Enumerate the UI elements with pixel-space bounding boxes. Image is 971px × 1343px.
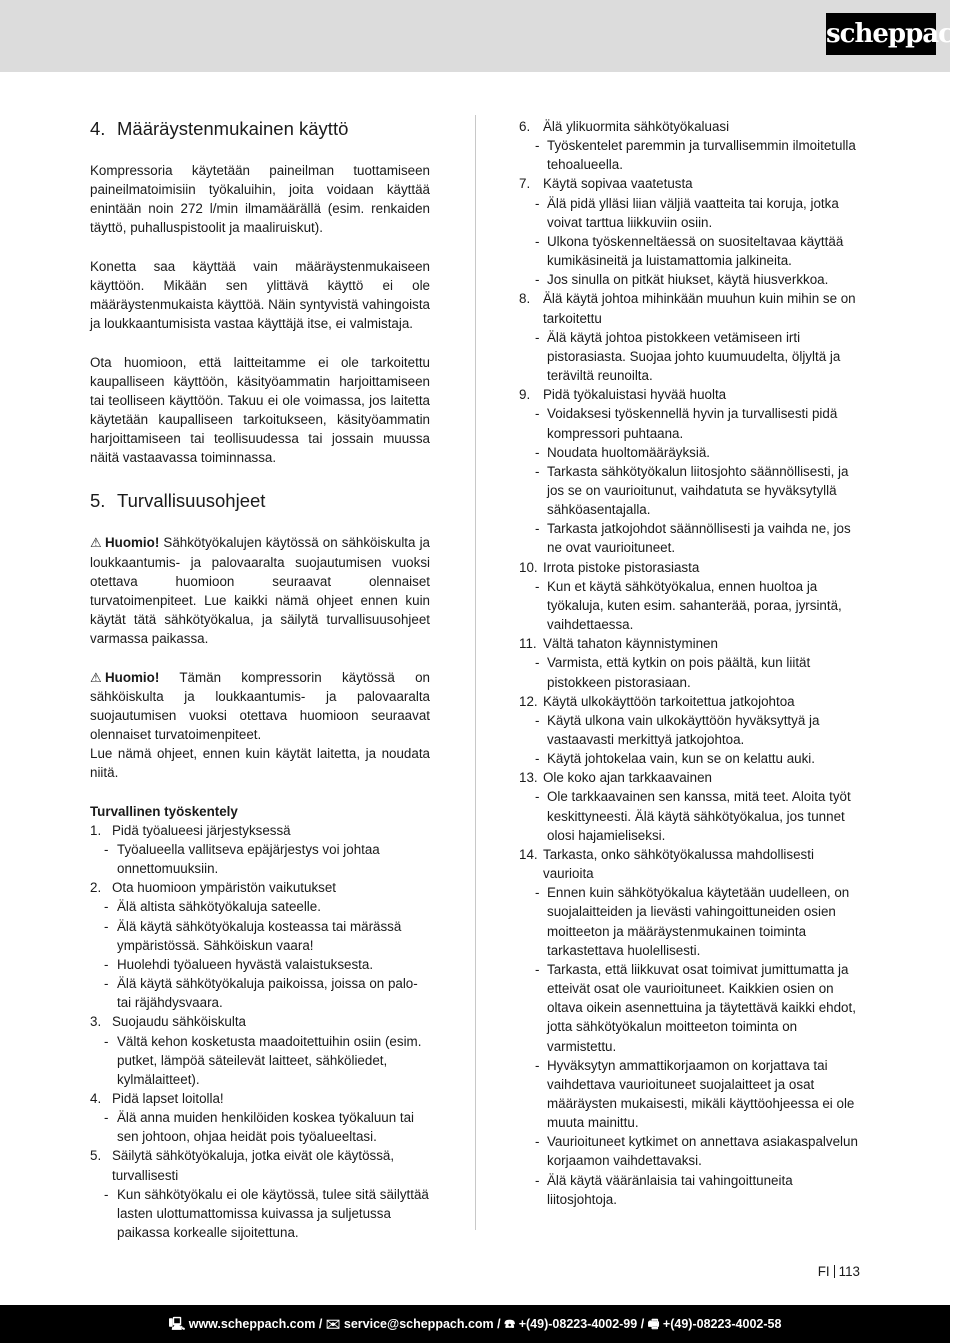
list-subitem: - Tarkasta sähkötyökalun liitosjohto säännöllisesti, ja jos se on vaurioitunut, vaihdatuta se hyväksytyllä sähköasentajalla.	[535, 463, 849, 518]
warning-extra-text: Lue nämä ohjeet, ennen kuin käytät laitetta, ja noudata niitä.	[90, 746, 430, 781]
list-item-title: Pidä työkaluistasi hyvää huolta	[543, 387, 727, 403]
list-subitem: - Huolehdi työalueen hyvästä valaistuksesta.	[104, 956, 374, 972]
list-item-number: 9.	[519, 387, 531, 403]
list-subitem: - Työalueella vallitseva epäjärjestys voi johtaa onnettomuuksiin.	[104, 841, 380, 877]
list-item-number: 14.	[519, 846, 538, 862]
list-item	[519, 692, 863, 711]
list-item-number: 10.	[519, 559, 538, 575]
list-subitem: - Kun sähkötyökalu ei ole käytössä, tulee sitä säilyttää lasten ulottumattomissa kuivassa ja suljetussa paikassa korkealle sijoitettuna.	[104, 1186, 429, 1241]
footer-fax: +(49)-08223-4002-58	[662, 1317, 782, 1331]
list-subitem: - Varmista, että kytkin on pois päältä, kun liität pistokkeen pistorasiaan.	[535, 655, 811, 690]
list-subitem: - Voidaksesi työskennellä hyvin ja turvallisesti pidä kompressori puhtaana.	[535, 406, 838, 441]
list-item-number: 1.	[90, 822, 102, 838]
list-item	[519, 845, 863, 883]
page-header	[0, 0, 971, 72]
list-item-title: Pidä työalueesi järjestyksessä	[112, 822, 291, 838]
right-column	[519, 117, 863, 1209]
list-item-number: 12.	[519, 693, 538, 709]
list-item-number: 5.	[90, 1148, 102, 1164]
list-item-number: 4.	[90, 1090, 102, 1106]
list-item-number: 7.	[519, 176, 531, 192]
list-item	[90, 821, 430, 840]
list-item	[519, 289, 863, 327]
list-item-number: 13.	[519, 770, 538, 786]
list-item-number: 3.	[90, 1014, 102, 1030]
safety-list-right	[519, 117, 863, 1209]
safety-list-left	[90, 821, 430, 1242]
fax-icon: 🖷	[647, 1317, 663, 1331]
subheading: Turvallinen työskentely	[90, 803, 238, 819]
list-item-title: Vältä tahaton käynnistyminen	[543, 636, 718, 652]
list-subitem: - Älä käytä sähkötyökaluja kosteassa tai märässä ympäristössä. Sähköiskun vaara!	[104, 918, 402, 953]
list-subitem: - Noudata huoltomääräyksiä.	[535, 444, 711, 460]
page-footer: 🖳 www.scheppach.com / ✉ service@scheppach.com / ☎ +(49)-08223-4002-99 / 🖷 +(49)-08223-4002-58	[0, 1305, 950, 1343]
list-item-title: Käytä ulkokäyttöön tarkoitettua jatkojohtoa	[543, 693, 795, 709]
list-subitem: - Käytä johtokelaa vain, kun se on kelattu auki.	[535, 751, 815, 767]
footer-web[interactable]: www.scheppach.com	[188, 1317, 316, 1331]
list-subitem: - Kun et käytä sähkötyökalua, ennen huoltoa ja työkaluja, kuten esim. sahanterää, poraa, jyrsintä, vaihdettaessa.	[535, 578, 842, 633]
list-subitem: - Älä käytä vääränlaisia tai vahingoittuneita liitosjohtoja.	[535, 1172, 793, 1207]
list-item-title: Käytä sopivaa vaatetusta	[543, 176, 693, 192]
footer-phone: +(49)-08223-4002-99	[518, 1317, 638, 1331]
list-item-number: 8.	[519, 291, 531, 307]
list-subitem: - Älä anna muiden henkilöiden koskea työkaluun tai sen johtoon, ohjaa heidät pois työalueeltasi.	[104, 1110, 415, 1145]
section-4-paragraph: Konetta saa käyttää vain määräystenmukaiseen käyttöön. Mikään sen ylittävä käyttö ei ole määräystenmukaista käyttöä. Näin syntyvistä vahingoista ja loukkaantumisista vastaa käyttäjä itse, ei valmistaja.	[90, 258, 430, 332]
list-subitem: - Työskentelet paremmin ja turvallisemmin ilmoitetulla tehoalueella.	[535, 138, 856, 173]
monitor-icon: 🖳	[168, 1317, 189, 1331]
list-item-title: Ole koko ajan tarkkaavainen	[543, 770, 712, 786]
list-item-title: Pidä lapset loitolla!	[112, 1090, 224, 1106]
list-subitem: - Älä käytä sähkötyökaluja paikoissa, joissa on palo- tai räjähdysvaara.	[104, 976, 418, 1011]
list-subitem: - Jos sinulla on pitkät hiukset, käytä hiusverkkoa.	[535, 272, 829, 288]
list-item-title: Älä käytä johtoa mihinkään muuhun kuin mihin se on tarkoitettu	[543, 291, 856, 326]
list-item	[90, 1089, 430, 1108]
list-item-number: 2.	[90, 880, 102, 896]
list-subitem: - Käytä ulkona vain ulkokäyttöön hyväksyttyä ja vastaavasti merkittyä jatkojohtoa.	[535, 712, 820, 747]
list-item	[90, 1012, 430, 1031]
list-subitem: - Tarkasta jatkojohdot säännöllisesti ja vaihda ne, jos ne ovat vaurioituneet.	[535, 521, 851, 556]
column-divider	[475, 115, 476, 1230]
list-subitem: - Ennen kuin sähkötyökalua käytetään uudelleen, on suojalaitteiden ja lievästi vahingoittuneiden osien moitteeton ja määräystenmukainen toiminta tarkastettava huolellisesti.	[535, 885, 850, 958]
list-item-title: Säilytä sähkötyökaluja, jotka eivät ole käytössä, turvallisesti	[112, 1148, 395, 1183]
list-item	[90, 1146, 430, 1184]
left-column	[90, 117, 430, 1242]
list-item-title: Tarkasta, onko sähkötyökalussa mahdollisesti vaurioita	[543, 846, 814, 882]
list-item-title: Irrota pistoke pistorasiasta	[543, 559, 700, 575]
list-subitem: - Älä altista sähkötyökaluja sateelle.	[104, 899, 321, 915]
list-subitem: - Ulkona työskenneltäessä on suositeltavaa käyttää kumikäsineitä ja luistamattomia jalkineita.	[535, 233, 844, 269]
list-item-title: Suojaudu sähköiskulta	[112, 1014, 246, 1030]
list-item-number: 11.	[519, 636, 537, 652]
list-item	[519, 558, 863, 577]
section-5-heading: 5. Turvallisuusohjeet	[90, 490, 266, 512]
list-subitem: - Hyväksytyn ammattikorjaamon on korjattava tai vaihdettava vaurioituneet suojalaitteet ja osat määräysten mukaisesti, mikäli käyttöohjeessa ei ole muuta mainittu.	[535, 1057, 855, 1131]
warning-paragraph: ⚠ Huomio! Tämän kompressorin käytössä on sähköiskulta ja loukkaantumis- ja palovaaralta suojautumisen vuoksi otettava huomioon seuraavat olennaiset turvatoimenpiteet.	[90, 669, 430, 743]
mail-icon: ✉	[325, 1317, 344, 1331]
list-item	[519, 385, 863, 404]
list-item	[519, 117, 863, 136]
phone-icon: ☎	[504, 1317, 519, 1331]
list-subitem: - Tarkasta, että liikkuvat osat toimivat jumittumatta ja etteivät osat ole vaurioituneet. Kaikkien osien on oltava oikein asennettuina ja täytettävä kaikki ehdot, jotta sähkötyökalun moitteeton toiminta on varmistettu.	[535, 961, 856, 1054]
footer-email[interactable]: service@scheppach.com	[343, 1317, 494, 1331]
list-item	[519, 768, 863, 787]
list-subitem: - Ole tarkkaavainen sen kanssa, mitä teet. Aloita työt keskittyneesti. Älä käytä sähkötyökalua, jos tunnet olosi hajamieliseksi.	[535, 789, 851, 843]
warning-triangle-icon: ⚠	[90, 669, 102, 685]
section-4-paragraph: Ota huomioon, että laitteitamme ei ole tarkoitettu kaupalliseen käyttöön, käsityöammatin harjoittamiseen tai teolliseen käyttöön. Takuu ei ole voimassa, jos laitetta käytetään kaupalliseen tarkoitukseen, käsityöammatin harjoittamiseen tai teollisuudessa tai jossain muussa näitä vastaavassa toiminnassa.	[90, 354, 430, 466]
section-4-paragraph: Kompressoria käytetään paineilman tuottamiseen paineilmatoimisiin työkaluihin, joita voidaan käyttää enintään noin 272 l/min ilmamäärällä (esim. renkaiden täyttö, puhalluspistoolit ja maaliruiskut).	[90, 163, 430, 236]
list-item-title: Älä ylikuormita sähkötyökaluasi	[543, 119, 730, 134]
list-subitem: - Vaurioituneet kytkimet on annettava asiakaspalvelun korjaamon vaihdettavaksi.	[535, 1134, 858, 1169]
list-item	[519, 174, 863, 193]
list-item-title: Ota huomioon ympäristön vaikutukset	[112, 880, 337, 896]
list-item	[90, 878, 430, 897]
list-subitem: - Älä pidä ylläsi liian väljiä vaatteita tai koruja, jotka voivat tarttua liikkuviin osiin.	[535, 195, 839, 230]
section-4-heading: 4. Määräystenmukainen käyttö	[90, 118, 349, 139]
list-subitem: - Älä käytä johtoa pistokkeen vetämiseen irti pistorasiasta. Suojaa johto kuumuudelta, öljyltä ja teräviltä reunoilta.	[535, 329, 841, 384]
warning-triangle-icon: ⚠	[90, 535, 102, 551]
page-number: FI 113	[817, 1264, 860, 1279]
warning-paragraph: ⚠ Huomio! Sähkötyökalujen käytössä on sähköiskulta ja loukkaantumis- ja palovaaralta suojautumisen vuoksi otettava huomioon seuraavat olennaiset turvatoimenpiteet. Lue kaikki nämä ohjeet ennen kuin käytät tätä sähkötyökalua, ja säilytä turvallisuusohjeet varmassa paikassa.	[90, 535, 430, 647]
scheppach-logo: scheppach	[826, 13, 936, 55]
list-subitem: - Vältä kehon kosketusta maadoitettuihin osiin (esim. putket, lämpöä säteilevät laitteet, sähköliedet, kylmälaitteet).	[104, 1033, 422, 1087]
list-item-number: 6.	[519, 119, 531, 134]
list-item	[519, 634, 863, 653]
